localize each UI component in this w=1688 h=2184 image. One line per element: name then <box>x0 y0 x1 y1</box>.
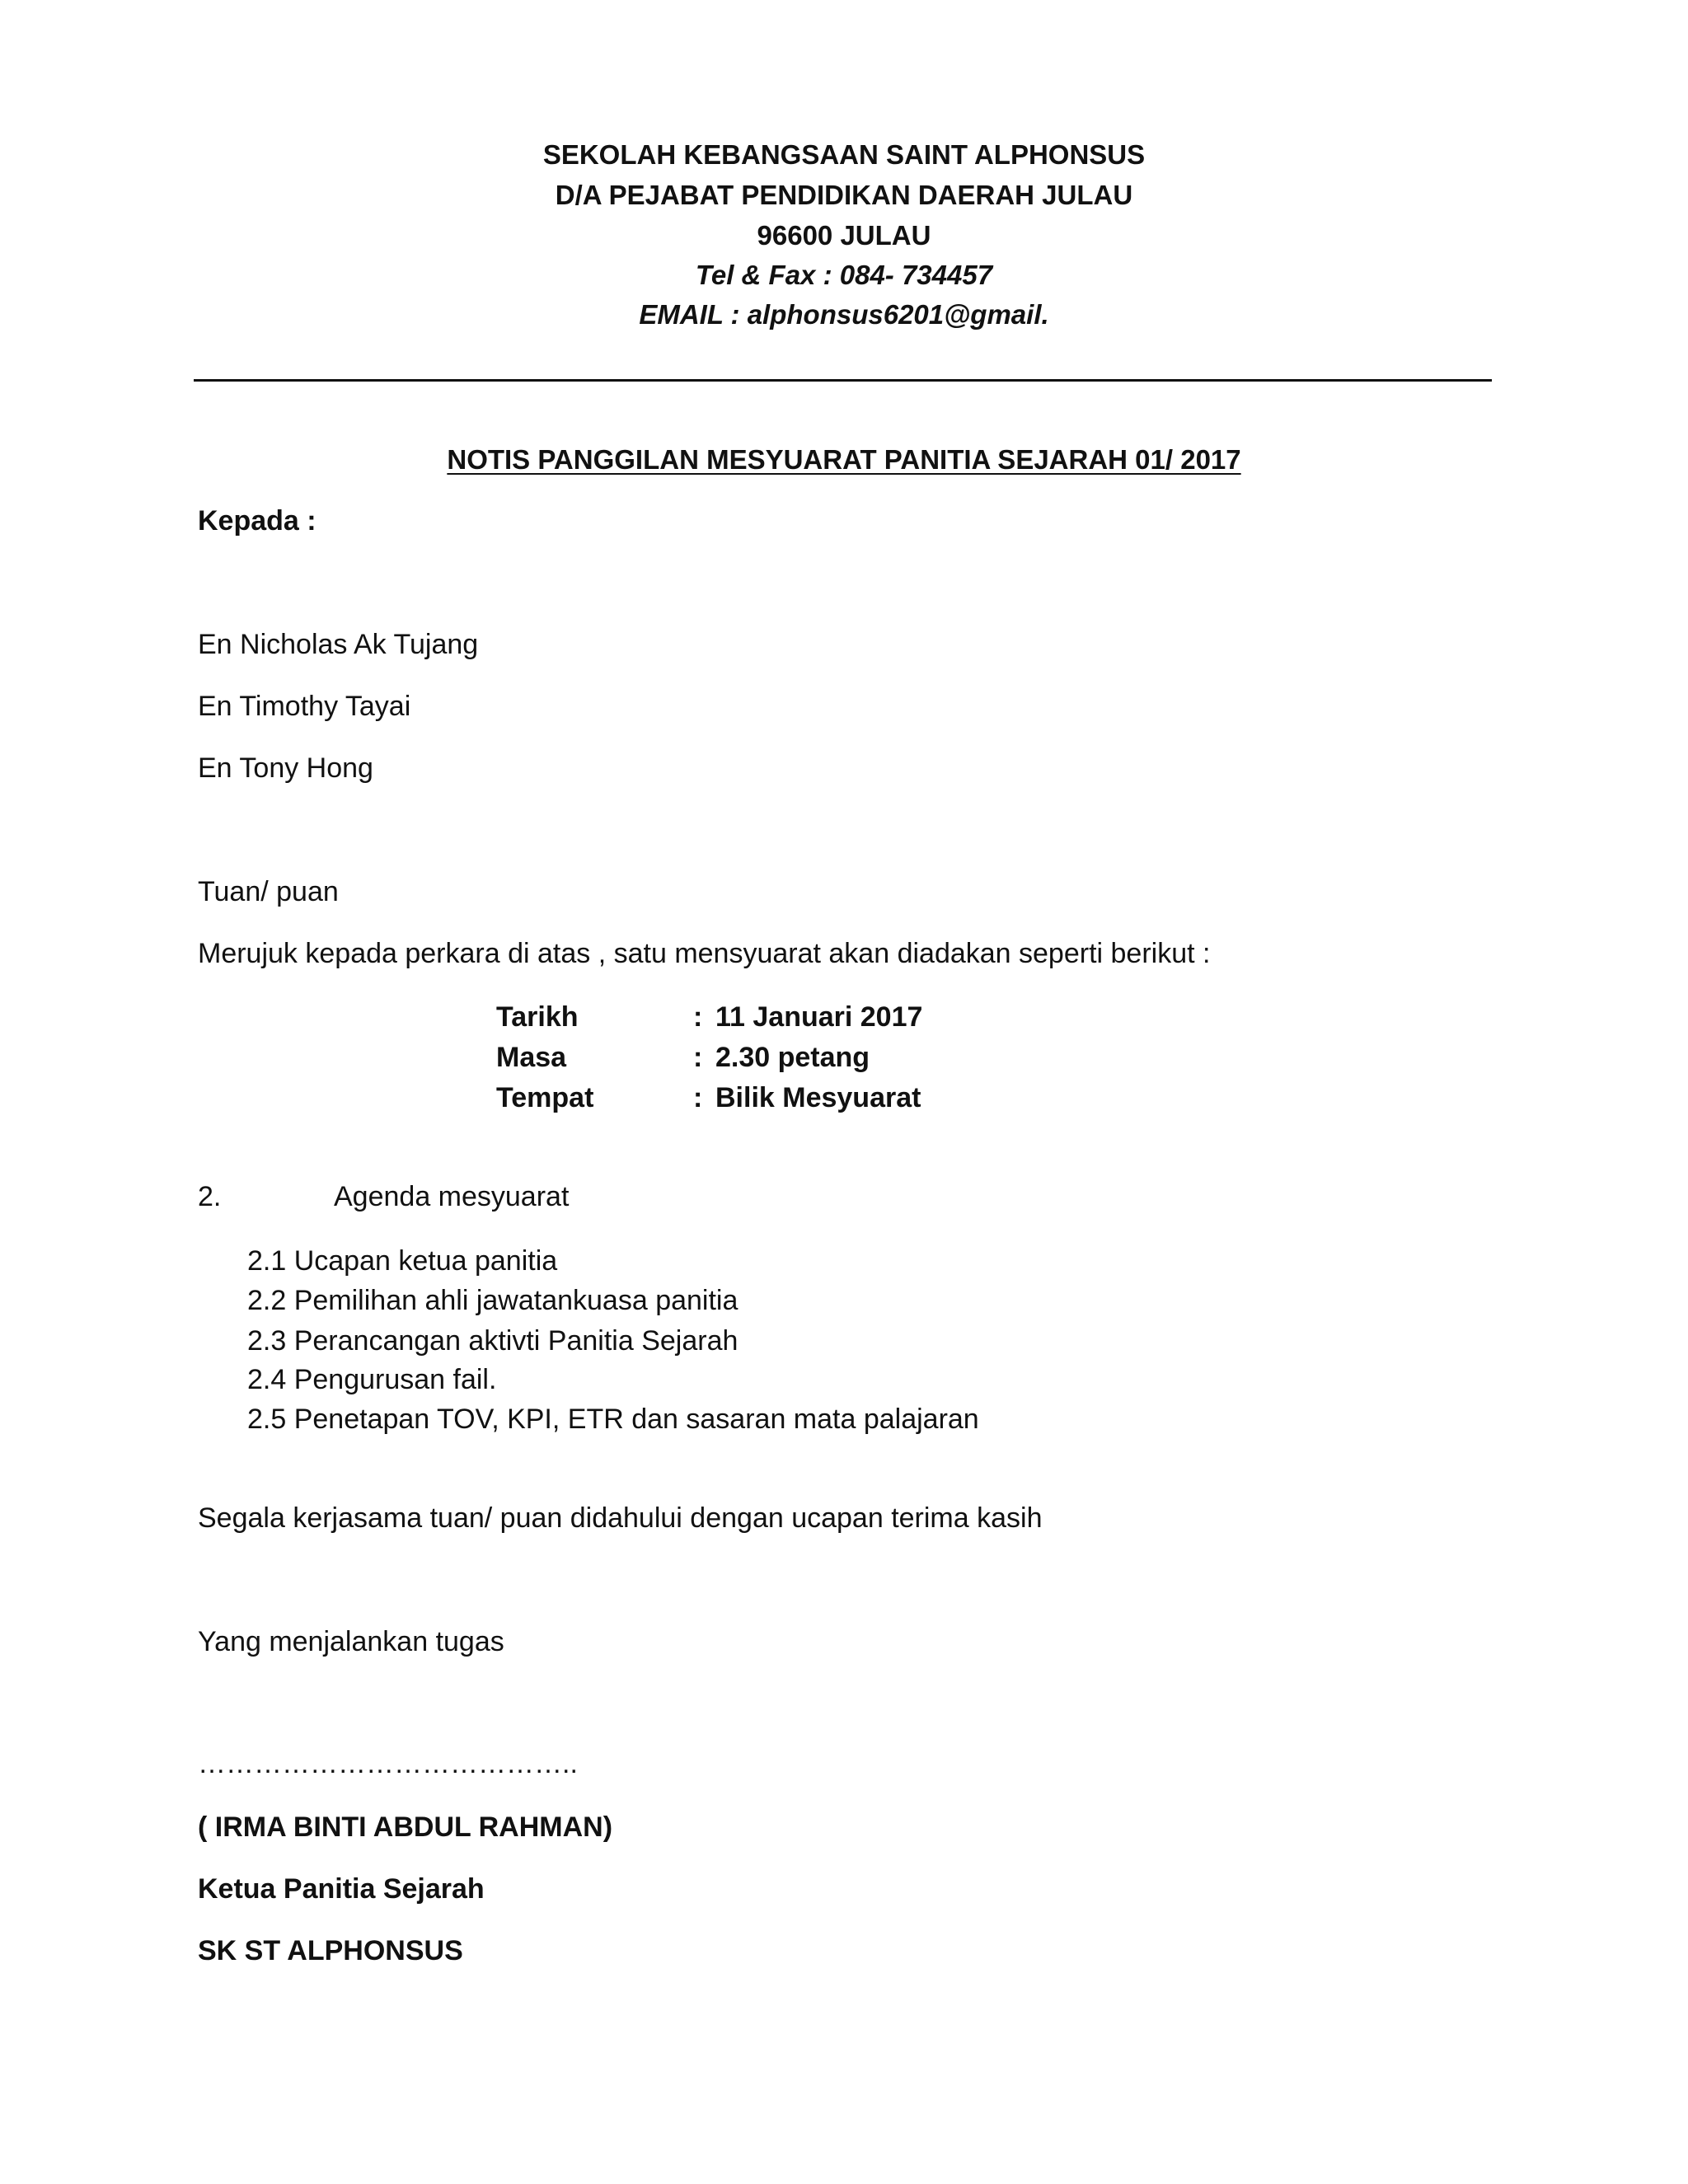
meeting-time-colon: : <box>693 1042 703 1073</box>
notice-title-text: NOTIS PANGGILAN MESYUARAT PANITIA SEJARAH 01/ 2017 <box>447 444 1241 475</box>
intro-paragraph: Merujuk kepada perkara di atas , satu mensyuarat akan diadakan seperti berikut : <box>198 938 1211 969</box>
agenda-item-3: 2.3 Perancangan aktivti Panitia Sejarah <box>247 1325 738 1357</box>
meeting-date-label: Tarikh <box>496 1001 579 1033</box>
meeting-place-value: Bilik Mesyuarat <box>715 1082 921 1113</box>
recipient-2: En Timothy Tayai <box>198 691 411 722</box>
header-divider <box>194 379 1492 382</box>
thanks-line: Segala kerjasama tuan/ puan didahului dengan ucapan terima kasih <box>198 1502 1043 1534</box>
recipient-1: En Nicholas Ak Tujang <box>198 629 479 660</box>
agenda-item-2: 2.2 Pemilihan ahli jawatankuasa panitia <box>247 1285 738 1316</box>
recipient-3: En Tony Hong <box>198 752 373 784</box>
postcode-city: 96600 JULAU <box>757 220 931 251</box>
notice-title <box>0 443 1688 476</box>
signatory-title: Ketua Panitia Sejarah <box>198 1873 485 1905</box>
signatory-org: SK ST ALPHONSUS <box>198 1935 463 1966</box>
meeting-time-label: Masa <box>496 1042 567 1073</box>
school-name: SEKOLAH KEBANGSAAN SAINT ALPHONSUS <box>542 139 1146 170</box>
meeting-place-label: Tempat <box>496 1082 594 1113</box>
agenda-heading: Agenda mesyuarat <box>334 1181 570 1212</box>
agenda-item-5: 2.5 Penetapan TOV, KPI, ETR dan sasaran mata palajaran <box>247 1404 979 1435</box>
duty-line: Yang menjalankan tugas <box>198 1626 504 1657</box>
salutation: Tuan/ puan <box>198 876 339 907</box>
email-line: EMAIL : alphonsus6201@gmail. <box>639 299 1049 330</box>
signatory-name: ( IRMA BINTI ABDUL RAHMAN) <box>198 1811 613 1843</box>
meeting-place-colon: : <box>693 1082 703 1113</box>
agenda-item-4: 2.4 Pengurusan fail. <box>247 1364 497 1395</box>
to-label: Kepada : <box>198 505 316 537</box>
agenda-number: 2. <box>198 1181 222 1212</box>
meeting-time-value: 2.30 petang <box>715 1042 870 1073</box>
agenda-item-1: 2.1 Ucapan ketua panitia <box>247 1245 558 1277</box>
signature-line: ………………………………….. <box>198 1748 578 1779</box>
meeting-date-value: 11 Januari 2017 <box>715 1001 923 1033</box>
tel-fax: Tel & Fax : 084- 734457 <box>695 260 993 290</box>
address-line: D/A PEJABAT PENDIDIKAN DAERAH JULAU <box>555 180 1133 210</box>
meeting-date-colon: : <box>693 1001 703 1033</box>
